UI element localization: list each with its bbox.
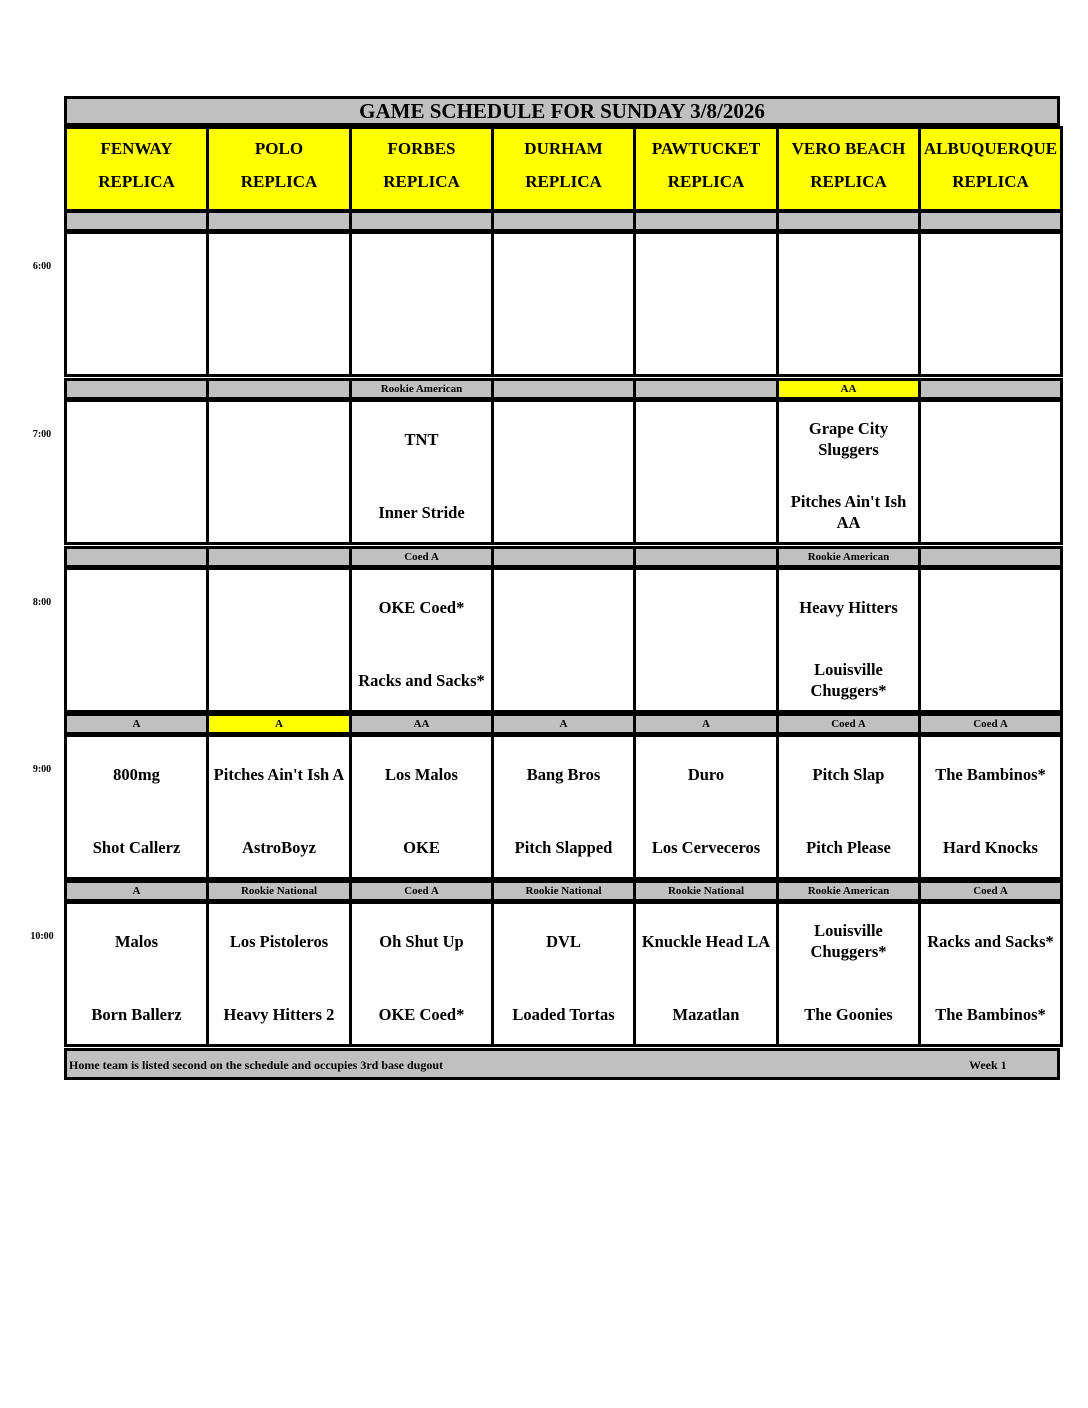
home-team bbox=[354, 320, 489, 368]
division-label: Coed A bbox=[918, 713, 1063, 735]
home-team: OKE Coed* bbox=[378, 1004, 465, 1024]
home-team bbox=[211, 488, 347, 536]
division-label: Rookie American bbox=[776, 546, 921, 568]
home-team: Heavy Hitters 2 bbox=[223, 1004, 335, 1024]
field-name: DURHAM bbox=[524, 139, 603, 158]
away-team bbox=[69, 247, 204, 295]
division-label bbox=[206, 546, 352, 568]
field-name: POLO bbox=[254, 139, 304, 158]
game-cell bbox=[206, 901, 352, 1047]
home-team bbox=[496, 320, 631, 368]
game-cell bbox=[64, 399, 209, 545]
time-label: 9:00 bbox=[32, 764, 52, 775]
home-team-note: Home team is listed second on the schedule and occupies 3rd base dugout bbox=[69, 1058, 444, 1072]
home-team bbox=[211, 320, 347, 368]
field-name: PAWTUCKET bbox=[651, 139, 761, 158]
away-team: Racks and Sacks* bbox=[927, 931, 1054, 951]
home-team bbox=[923, 656, 1058, 704]
home-team: Los Cerveceros bbox=[651, 837, 761, 857]
game-cell bbox=[776, 231, 921, 377]
away-team: 800mg bbox=[113, 764, 160, 784]
away-team: Los Malos bbox=[385, 764, 458, 784]
field-header-forbes bbox=[349, 126, 494, 212]
home-team: Loaded Tortas bbox=[512, 1004, 615, 1024]
game-cell bbox=[776, 399, 921, 545]
away-team bbox=[923, 415, 1058, 463]
division-label: Rookie National bbox=[633, 880, 779, 902]
division-label bbox=[64, 378, 209, 400]
division-label: A bbox=[64, 713, 209, 735]
game-cell bbox=[349, 734, 494, 880]
time-label: 8:00 bbox=[32, 597, 52, 608]
game-cell bbox=[491, 901, 636, 1047]
division-label: A bbox=[206, 713, 352, 735]
away-team bbox=[211, 247, 347, 295]
field-type: REPLICA bbox=[525, 172, 602, 191]
division-label bbox=[491, 210, 636, 232]
field-type: REPLICA bbox=[810, 172, 887, 191]
game-cell bbox=[776, 901, 921, 1047]
home-team: OKE bbox=[403, 837, 440, 857]
home-team: Pitch Please bbox=[806, 837, 891, 857]
division-label bbox=[491, 378, 636, 400]
away-team bbox=[496, 247, 631, 295]
game-cell bbox=[206, 567, 352, 713]
game-cell bbox=[491, 567, 636, 713]
home-team bbox=[69, 320, 204, 368]
away-team bbox=[354, 247, 489, 295]
home-team: The Bambinos* bbox=[935, 1004, 1046, 1024]
division-label bbox=[633, 378, 779, 400]
home-team: Hard Knocks bbox=[943, 837, 1038, 857]
field-header-vero-beach bbox=[776, 126, 921, 212]
field-name: FORBES bbox=[387, 139, 456, 158]
game-cell bbox=[633, 399, 779, 545]
game-cell bbox=[64, 734, 209, 880]
time-label: 10:00 bbox=[30, 931, 54, 942]
division-label bbox=[918, 210, 1063, 232]
away-team: The Bambinos* bbox=[935, 764, 1046, 784]
game-cell bbox=[633, 231, 779, 377]
division-label bbox=[633, 546, 779, 568]
schedule-footer bbox=[64, 1048, 1060, 1080]
home-team: Shot Callerz bbox=[92, 837, 181, 857]
away-team bbox=[496, 583, 631, 631]
division-label: Coed A bbox=[349, 546, 494, 568]
home-team bbox=[638, 656, 774, 704]
away-team: Los Pistoleros bbox=[229, 931, 329, 951]
field-type: REPLICA bbox=[98, 172, 175, 191]
game-cell bbox=[633, 901, 779, 1047]
away-team bbox=[211, 415, 347, 463]
division-label bbox=[918, 546, 1063, 568]
game-cell bbox=[491, 231, 636, 377]
game-cell bbox=[64, 901, 209, 1047]
field-name: FENWAY bbox=[100, 139, 173, 158]
away-team: Grape City Sluggers bbox=[808, 419, 889, 459]
away-team: Bang Bros bbox=[526, 764, 601, 784]
home-team: Pitches Ain't Ish AA bbox=[790, 492, 907, 532]
division-label bbox=[918, 378, 1063, 400]
away-team: Oh Shut Up bbox=[379, 931, 464, 951]
division-label bbox=[64, 546, 209, 568]
game-cell bbox=[918, 567, 1063, 713]
division-label bbox=[491, 546, 636, 568]
field-name: ALBUQUERQUE bbox=[923, 139, 1058, 158]
home-team bbox=[69, 656, 204, 704]
division-label: AA bbox=[349, 713, 494, 735]
division-label: Rookie American bbox=[776, 880, 921, 902]
home-team bbox=[923, 488, 1058, 536]
time-label: 6:00 bbox=[32, 261, 52, 272]
division-label: Rookie National bbox=[491, 880, 636, 902]
home-team bbox=[496, 656, 631, 704]
game-cell bbox=[633, 734, 779, 880]
home-team bbox=[69, 488, 204, 536]
game-cell bbox=[349, 399, 494, 545]
home-team bbox=[923, 320, 1058, 368]
home-team: Mazatlan bbox=[672, 1004, 740, 1024]
time-label: 7:00 bbox=[32, 429, 52, 440]
away-team: Louisville Chuggers* bbox=[810, 921, 887, 961]
game-cell bbox=[918, 901, 1063, 1047]
game-cell bbox=[918, 231, 1063, 377]
game-cell bbox=[64, 231, 209, 377]
away-team: OKE Coed* bbox=[378, 597, 465, 617]
field-type: REPLICA bbox=[667, 172, 745, 191]
home-team bbox=[638, 320, 774, 368]
away-team bbox=[69, 583, 204, 631]
game-cell bbox=[491, 734, 636, 880]
division-label bbox=[349, 210, 494, 232]
division-label bbox=[206, 210, 352, 232]
away-team: Duro bbox=[687, 764, 725, 784]
away-team: TNT bbox=[404, 429, 439, 449]
away-team bbox=[923, 247, 1058, 295]
home-team: Inner Stride bbox=[378, 502, 465, 522]
division-label: Coed A bbox=[349, 880, 494, 902]
game-cell bbox=[349, 231, 494, 377]
field-header-fenway bbox=[64, 126, 209, 212]
game-cell bbox=[64, 567, 209, 713]
game-cell bbox=[918, 734, 1063, 880]
home-team bbox=[638, 488, 774, 536]
away-team bbox=[69, 415, 204, 463]
division-label: A bbox=[64, 880, 209, 902]
division-label bbox=[64, 210, 209, 232]
away-team: Malos bbox=[114, 931, 159, 951]
home-team: Born Ballerz bbox=[91, 1004, 182, 1024]
division-label: Rookie National bbox=[206, 880, 352, 902]
away-team: Knuckle Head LA bbox=[641, 931, 771, 951]
away-team bbox=[781, 247, 916, 295]
home-team: The Goonies bbox=[804, 1004, 893, 1024]
game-cell bbox=[349, 901, 494, 1047]
home-team bbox=[496, 488, 631, 536]
home-team bbox=[781, 320, 916, 368]
division-label: AA bbox=[776, 378, 921, 400]
home-team: Louisville Chuggers* bbox=[810, 660, 887, 700]
field-type: REPLICA bbox=[240, 172, 318, 191]
schedule-title: GAME SCHEDULE FOR SUNDAY 3/8/2026 bbox=[64, 96, 1060, 126]
field-type: REPLICA bbox=[383, 172, 460, 191]
division-label: Rookie American bbox=[349, 378, 494, 400]
game-cell bbox=[206, 734, 352, 880]
home-team: Pitch Slapped bbox=[514, 837, 613, 857]
home-team: AstroBoyz bbox=[242, 837, 316, 857]
game-cell bbox=[918, 399, 1063, 545]
schedule-sheet bbox=[64, 96, 1060, 1080]
division-label bbox=[206, 378, 352, 400]
division-label: A bbox=[633, 713, 779, 735]
division-label bbox=[776, 210, 921, 232]
away-team bbox=[923, 583, 1058, 631]
away-team bbox=[211, 583, 347, 631]
field-header-pawtucket bbox=[633, 126, 779, 212]
division-label bbox=[633, 210, 779, 232]
away-team: Heavy Hitters bbox=[799, 597, 898, 617]
away-team bbox=[638, 247, 774, 295]
division-label: Coed A bbox=[918, 880, 1063, 902]
away-team bbox=[496, 415, 631, 463]
game-cell bbox=[776, 567, 921, 713]
field-header-albuquerque bbox=[918, 126, 1063, 212]
game-cell bbox=[206, 231, 352, 377]
game-cell bbox=[491, 399, 636, 545]
away-team: Pitches Ain't Ish A bbox=[213, 764, 345, 784]
away-team bbox=[638, 583, 774, 631]
field-type: REPLICA bbox=[952, 172, 1029, 191]
game-cell bbox=[206, 399, 352, 545]
home-team: Racks and Sacks* bbox=[358, 670, 485, 690]
field-name: VERO BEACH bbox=[791, 139, 906, 158]
home-team bbox=[211, 656, 347, 704]
division-label: A bbox=[491, 713, 636, 735]
game-cell bbox=[349, 567, 494, 713]
game-cell bbox=[776, 734, 921, 880]
field-header-durham bbox=[491, 126, 636, 212]
away-team: DVL bbox=[546, 931, 581, 951]
field-header-polo bbox=[206, 126, 352, 212]
week-label: Week 1 bbox=[969, 1058, 1007, 1072]
game-cell bbox=[633, 567, 779, 713]
away-team bbox=[638, 415, 774, 463]
division-label: Coed A bbox=[776, 713, 921, 735]
away-team: Pitch Slap bbox=[812, 764, 885, 784]
